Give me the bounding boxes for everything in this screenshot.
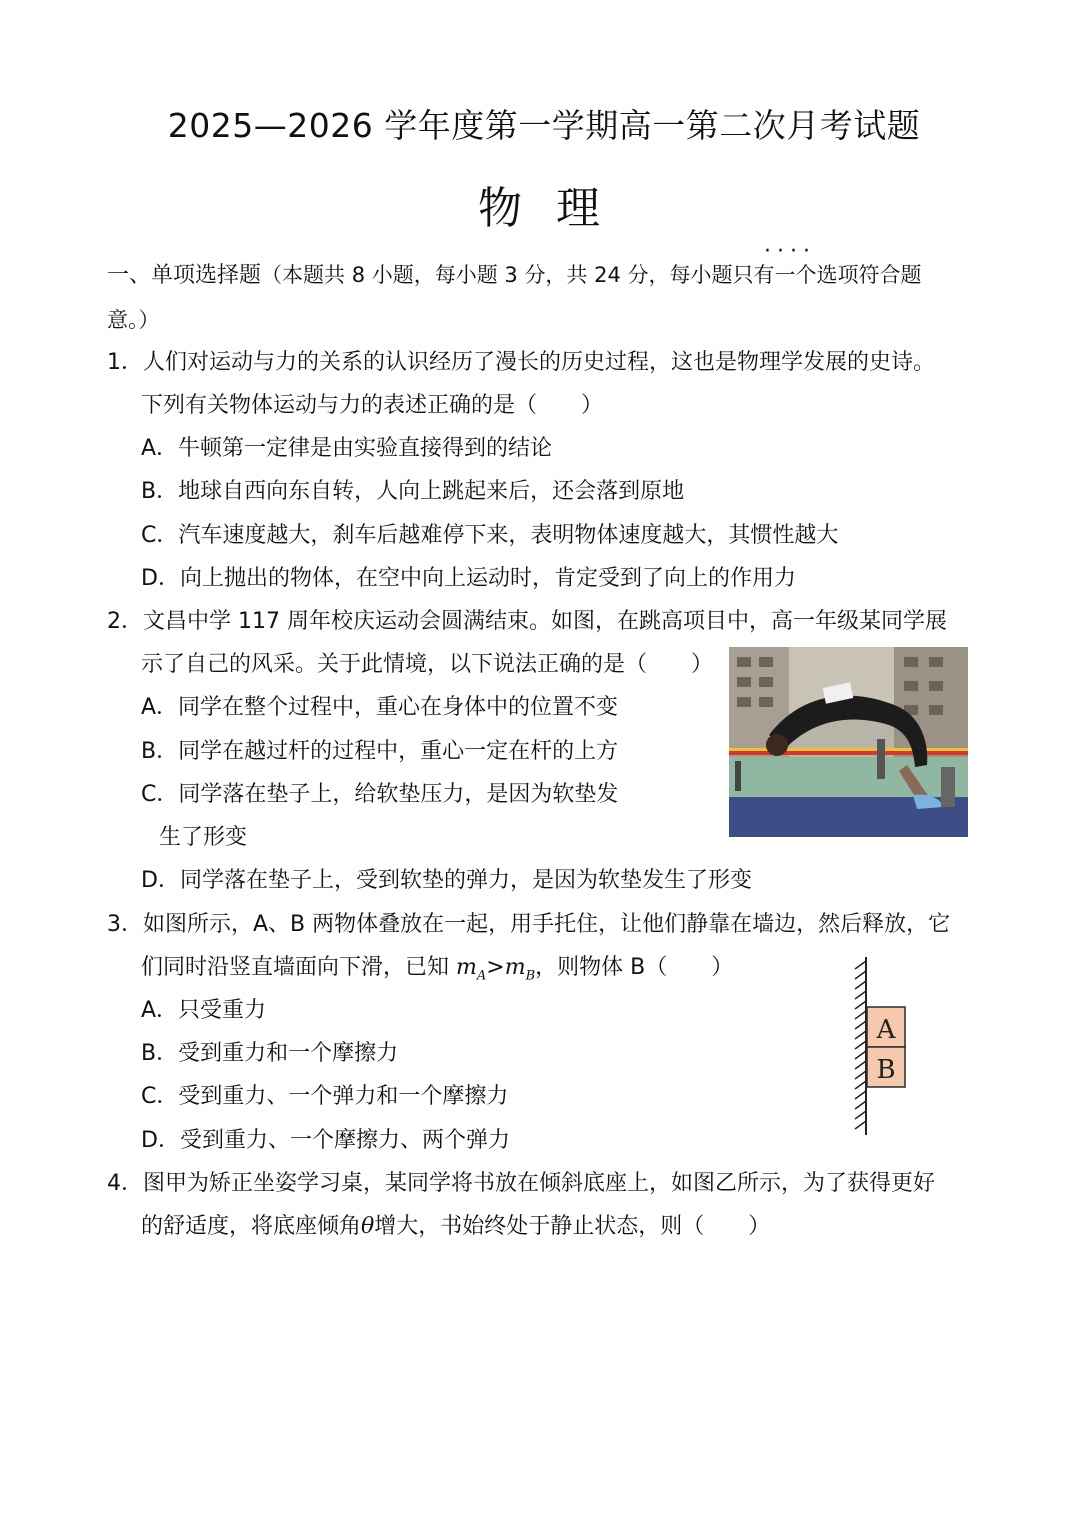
theta-symbol: θ xyxy=(361,1214,375,1239)
mass-symbol-b: m xyxy=(504,955,526,980)
q4-stem-cont xyxy=(141,1212,770,1242)
q1-stem: 1．人们对运动与力的关系的认识经历了漫长的历史过程，这也是物理学发展的史诗。 xyxy=(107,350,935,375)
high-jump-photo xyxy=(729,647,968,837)
q1-stem-cont: 下列有关物体运动与力的表述正确的是（ ） xyxy=(141,393,604,418)
subject-title: 物 理 xyxy=(478,183,610,234)
q2-option-c: C．同学落在垫子上，给软垫压力，是因为软垫发 xyxy=(141,782,619,807)
q2-option-c-cont: 生了形变 xyxy=(159,825,248,850)
subscript-b: B xyxy=(525,968,536,984)
q2-stem: 2．文昌中学 117 周年校庆运动会圆满结束。如图，在跳高项目中，高一年级某同学展 xyxy=(107,609,947,634)
q3-stem-pre: 们同时沿竖直墙面向下滑，已知 xyxy=(141,955,456,980)
section-title: 一、单项选择题 xyxy=(107,263,262,288)
q1-option-a: A．牛顿第一定律是由实验直接得到的结论 xyxy=(141,436,553,461)
q1-option-c: C．汽车速度越大，刹车后越难停下来，表明物体速度越大，其惯性越大 xyxy=(141,523,839,548)
block-b-label: B xyxy=(876,1055,896,1085)
q2-stem-cont: 示了自己的风采。关于此情境，以下说法正确的是（ ） xyxy=(141,652,714,677)
q3-stem-post: ，则物体 B（ ） xyxy=(535,955,734,980)
q3-option-d: D．受到重力、一个摩擦力、两个弹力 xyxy=(141,1128,510,1153)
q2-option-b: B．同学在越过杆的过程中，重心一定在杆的上方 xyxy=(141,739,619,764)
q4-stem-post: 增大，书始终处于静止状态，则（ ） xyxy=(374,1214,771,1239)
q4-stem: 4．图甲为矫正坐姿学习桌，某同学将书放在倾斜底座上，如图乙所示，为了获得更好 xyxy=(107,1171,935,1196)
q2-option-d: D．同学落在垫子上，受到软垫的弹力，是因为软垫发生了形变 xyxy=(141,868,752,893)
greater-than: > xyxy=(486,955,505,980)
section-heading xyxy=(107,260,922,291)
exam-title: 2025—2026 学年度第一学期高一第二次月考试题 xyxy=(167,106,921,145)
q3-option-a: A．只受重力 xyxy=(141,998,267,1023)
q3-option-b: B．受到重力和一个摩擦力 xyxy=(141,1041,399,1066)
mass-symbol-a: m xyxy=(456,955,477,980)
q3-option-c: C．受到重力、一个弹力和一个摩擦力 xyxy=(141,1084,509,1109)
q4-stem-pre: 的舒适度，将底座倾角 xyxy=(141,1214,362,1239)
subscript-a: A xyxy=(476,968,487,984)
emphasis-dots: ···· xyxy=(764,239,816,264)
section-note: （本题共 8 小题，每小题 3 分，共 24 分，每小题只有一个选项符合题 xyxy=(261,263,922,287)
q1-option-b: B．地球自西向东自转，人向上跳起来后，还会落到原地 xyxy=(141,479,685,504)
q1-option-d: D．向上抛出的物体，在空中向上运动时，肯定受到了向上的作用力 xyxy=(141,566,796,591)
wall-blocks-diagram xyxy=(845,955,915,1137)
q2-option-a: A．同学在整个过程中，重心在身体中的位置不变 xyxy=(141,695,619,720)
q3-stem: 3．如图所示，A、B 两物体叠放在一起，用手托住，让他们静靠在墙边，然后释放，它 xyxy=(107,912,951,937)
section-note-cont: 意。） xyxy=(107,308,160,332)
block-a-label: A xyxy=(876,1015,896,1045)
q3-stem-cont xyxy=(141,953,733,991)
